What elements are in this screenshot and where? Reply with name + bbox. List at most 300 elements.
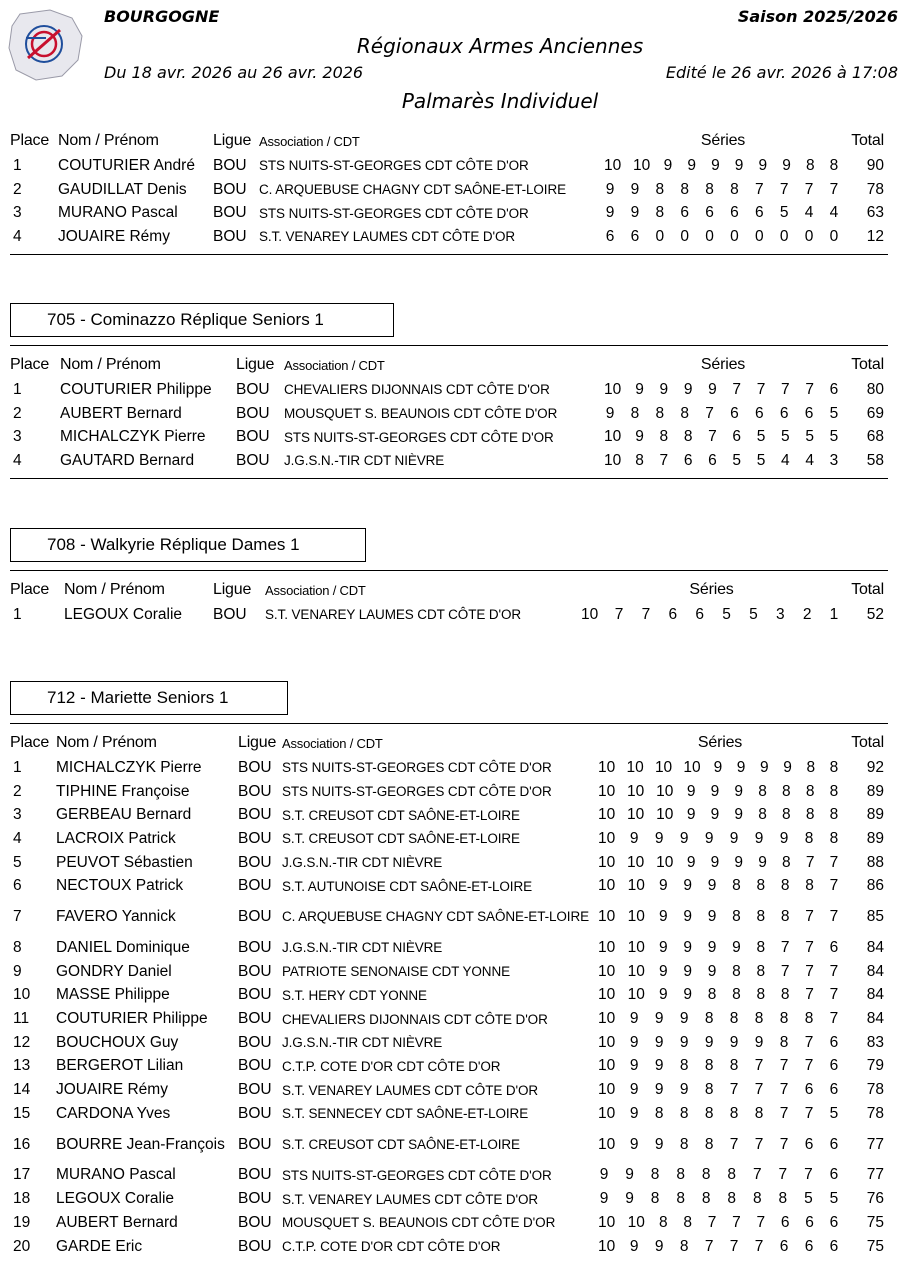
series-scores — [598, 783, 842, 801]
series-score: 8 — [804, 829, 814, 847]
series-score: 9 — [734, 853, 744, 871]
total-cell: 80 — [866, 380, 884, 398]
series-score: 6 — [829, 1057, 839, 1075]
series-score: 8 — [754, 1010, 764, 1028]
series-scores — [604, 181, 842, 199]
series-score: 5 — [749, 605, 758, 623]
series-score: 10 — [632, 156, 651, 174]
series-score: 9 — [658, 877, 668, 895]
series-score: 8 — [630, 404, 640, 422]
series-scores — [604, 405, 842, 423]
series-score: 9 — [683, 938, 692, 956]
place-cell: 17 — [13, 1166, 31, 1184]
section-divider — [10, 570, 888, 571]
total-cell: 78 — [866, 1081, 884, 1099]
series-scores — [598, 939, 842, 957]
place-cell: 2 — [13, 404, 22, 422]
series-score: 9 — [686, 806, 696, 824]
series-score: 10 — [598, 1033, 616, 1051]
name-cell: MICHALCZYK Pierre — [56, 758, 202, 776]
series-score: 7 — [729, 1237, 739, 1255]
assoc-cell: PATRIOTE SENONAISE CDT YONNE — [282, 964, 510, 980]
total-cell: 89 — [866, 782, 884, 800]
series-scores — [598, 1057, 842, 1075]
name-cell: GAUTARD Bernard — [60, 451, 195, 469]
total-cell: 90 — [866, 156, 884, 174]
assoc-cell: J.G.S.N.-TIR CDT NIÈVRE — [282, 940, 443, 956]
table-row — [10, 936, 888, 960]
series-score: 10 — [627, 782, 645, 800]
total-cell: 84 — [866, 1010, 884, 1028]
series-scores — [598, 759, 842, 777]
results-table-1 — [10, 352, 888, 473]
series-score: 8 — [778, 1190, 788, 1208]
series-score: 9 — [782, 156, 791, 174]
place-cell: 8 — [13, 938, 22, 956]
series-score: 9 — [683, 877, 692, 895]
series-score: 9 — [629, 1081, 639, 1099]
series-score: 6 — [804, 1237, 814, 1255]
series-score: 10 — [598, 806, 616, 824]
ligue-cell: BOU — [238, 962, 272, 980]
series-cell — [598, 898, 842, 936]
col-ligue: Ligue — [238, 734, 277, 751]
series-score: 8 — [707, 986, 717, 1004]
series-scores — [598, 963, 842, 981]
series-score: 6 — [779, 1237, 789, 1255]
series-score: 7 — [804, 1033, 814, 1051]
table-row — [10, 603, 888, 627]
series-score: 9 — [629, 1057, 639, 1075]
total-cell: 88 — [866, 853, 884, 871]
series-score: 9 — [754, 829, 764, 847]
series-score: 5 — [779, 204, 789, 222]
series-score: 8 — [779, 1033, 789, 1051]
series-score: 5 — [829, 428, 839, 446]
name-cell: TIPHINE Françoise — [56, 782, 190, 800]
series-score: 6 — [829, 1213, 839, 1231]
col-assoc: Association / CDT — [282, 735, 383, 751]
table-row — [10, 898, 888, 936]
col-assoc: Association / CDT — [259, 133, 360, 149]
series-score: 8 — [679, 1057, 689, 1075]
col-name: Nom / Prénom — [58, 132, 159, 149]
place-cell: 1 — [13, 605, 22, 623]
series-score: 7 — [829, 908, 839, 926]
series-score: 10 — [656, 782, 674, 800]
series-score: 8 — [729, 1010, 739, 1028]
place-cell: 5 — [13, 853, 22, 871]
series-scores — [598, 1136, 842, 1154]
series-score: 5 — [722, 605, 731, 623]
series-scores — [604, 452, 842, 470]
total-cell: 79 — [866, 1057, 884, 1075]
series-score: 7 — [805, 938, 814, 956]
col-place: Place — [10, 132, 50, 149]
series-score: 8 — [654, 1104, 664, 1122]
total-cell: 68 — [866, 428, 884, 446]
series-score: 8 — [680, 180, 689, 198]
series-score: 6 — [829, 938, 839, 956]
ligue-cell: BOU — [238, 1166, 272, 1184]
series-score: 9 — [779, 829, 789, 847]
series-score: 9 — [625, 1166, 634, 1184]
series-score: 8 — [650, 1190, 660, 1208]
series-cell — [598, 1126, 842, 1164]
series-score: 8 — [676, 1166, 685, 1184]
ligue-cell: BOU — [238, 853, 272, 871]
series-score: 8 — [780, 908, 790, 926]
ligue-cell: BOU — [236, 451, 270, 469]
series-score: 9 — [654, 1010, 664, 1028]
series-score: 6 — [730, 404, 739, 422]
series-score: 10 — [598, 1104, 616, 1122]
series-score: 7 — [729, 1135, 739, 1153]
ligue-cell: BOU — [238, 1010, 272, 1028]
ligue-cell: BOU — [238, 1104, 272, 1122]
series-score: 8 — [780, 986, 790, 1004]
series-score: 10 — [598, 853, 616, 871]
place-cell: 16 — [13, 1135, 31, 1153]
name-cell: DANIEL Dominique — [56, 938, 190, 956]
series-score: 9 — [710, 782, 720, 800]
name-cell: MURANO Pascal — [56, 1166, 176, 1184]
series-score: 8 — [804, 1010, 814, 1028]
series-score: 9 — [630, 180, 640, 198]
place-cell: 19 — [13, 1213, 31, 1231]
results-table-0 — [10, 128, 888, 249]
series-score: 6 — [754, 404, 764, 422]
series-score: 3 — [775, 605, 785, 623]
series-cell — [598, 827, 842, 851]
series-score: 8 — [829, 758, 839, 776]
series-score: 6 — [804, 1081, 814, 1099]
place-cell: 9 — [13, 962, 22, 980]
series-score: 8 — [635, 451, 644, 469]
col-total: Total — [851, 581, 884, 598]
series-score: 0 — [730, 227, 739, 245]
series-score: 6 — [732, 428, 742, 446]
series-score: 10 — [627, 908, 645, 926]
table-row — [10, 780, 888, 804]
series-score: 9 — [711, 156, 720, 174]
series-score: 1 — [829, 605, 839, 623]
total-cell: 89 — [866, 829, 884, 847]
series-score: 9 — [707, 938, 717, 956]
series-score: 10 — [598, 1237, 616, 1255]
place-cell: 14 — [13, 1081, 31, 1099]
section-divider — [10, 478, 888, 479]
series-score: 8 — [650, 1166, 660, 1184]
series-score: 8 — [679, 1237, 689, 1255]
series-cell — [598, 1235, 842, 1259]
series-score: 9 — [658, 962, 668, 980]
assoc-cell: MOUSQUET S. BEAUNOIS CDT CÔTE D'OR — [282, 1215, 556, 1231]
series-score: 10 — [627, 877, 645, 895]
place-cell: 4 — [13, 829, 22, 847]
table-row — [10, 402, 888, 426]
series-cell — [598, 1102, 842, 1126]
series-score: 8 — [727, 1190, 737, 1208]
series-score: 7 — [779, 180, 789, 198]
total-cell: 77 — [866, 1166, 884, 1184]
series-score: 6 — [829, 1135, 839, 1153]
series-scores — [598, 908, 842, 926]
series-score: 9 — [679, 1010, 689, 1028]
edit-date: Edité le 26 avr. 2026 à 17:08 — [665, 63, 898, 82]
series-score: 9 — [605, 404, 615, 422]
series-score: 7 — [729, 1081, 739, 1099]
series-score: 8 — [704, 1057, 714, 1075]
ligue-cell: BOU — [213, 204, 247, 222]
series-score: 7 — [804, 1057, 814, 1075]
series-score: 9 — [654, 1237, 664, 1255]
series-score: 8 — [754, 1104, 764, 1122]
series-score: 0 — [705, 227, 714, 245]
place-cell: 7 — [13, 908, 22, 926]
series-score: 7 — [829, 1010, 839, 1028]
series-score: 9 — [654, 1135, 664, 1153]
ligue-cell: BOU — [213, 227, 247, 245]
table-row — [10, 1102, 888, 1126]
series-score: 6 — [680, 204, 689, 222]
series-score: 9 — [710, 806, 720, 824]
ligue-cell: BOU — [213, 180, 247, 198]
assoc-cell: S.T. VENAREY LAUMES CDT CÔTE D'OR — [265, 607, 522, 623]
series-score: 5 — [829, 1104, 839, 1122]
name-cell: BOURRE Jean-François — [56, 1135, 225, 1153]
series-score: 4 — [829, 204, 839, 222]
series-score: 9 — [783, 758, 792, 776]
series-score: 0 — [829, 227, 839, 245]
series-score: 7 — [805, 986, 814, 1004]
series-score: 7 — [704, 1237, 714, 1255]
series-score: 10 — [598, 782, 616, 800]
name-cell: BERGEROT Lilian — [56, 1057, 184, 1075]
series-score: 9 — [687, 156, 696, 174]
col-name: Nom / Prénom — [60, 356, 161, 373]
series-score: 6 — [668, 605, 678, 623]
name-cell: JOUAIRE Rémy — [56, 1081, 168, 1099]
series-score: 7 — [708, 428, 717, 446]
name-cell: GAUDILLAT Denis — [58, 180, 187, 198]
total-cell: 86 — [866, 877, 884, 895]
series-score: 10 — [598, 829, 616, 847]
ligue-cell: BOU — [236, 428, 270, 446]
series-cell — [604, 178, 842, 202]
ligue-cell: BOU — [213, 156, 247, 174]
total-cell: 83 — [866, 1033, 884, 1051]
series-scores — [604, 157, 842, 175]
series-score: 8 — [805, 782, 815, 800]
series-score: 7 — [754, 1081, 764, 1099]
series-scores — [581, 606, 842, 624]
series-score: 8 — [658, 1213, 668, 1231]
name-cell: COUTURIER Philippe — [60, 380, 212, 398]
place-cell: 1 — [13, 758, 22, 776]
date-range: Du 18 avr. 2026 au 26 avr. 2026 — [104, 63, 364, 82]
col-assoc: Association / CDT — [284, 357, 385, 373]
assoc-cell: C.T.P. COTE D'OR CDT CÔTE D'OR — [282, 1239, 501, 1255]
place-cell: 2 — [13, 782, 22, 800]
ligue-cell: BOU — [238, 1190, 272, 1208]
assoc-cell: S.T. CREUSOT CDT SAÔNE-ET-LOIRE — [282, 1136, 520, 1152]
ligue-cell: BOU — [213, 605, 247, 623]
series-score: 2 — [802, 605, 812, 623]
series-score: 0 — [754, 227, 764, 245]
table-header — [10, 730, 888, 756]
name-cell: FAVERO Yannick — [56, 908, 176, 926]
col-series: Séries — [700, 356, 746, 373]
series-cell — [598, 1055, 842, 1079]
series-score: 9 — [654, 1057, 664, 1075]
series-scores — [598, 1190, 842, 1208]
name-cell: AUBERT Bernard — [60, 404, 182, 422]
name-cell: CARDONA Yves — [56, 1104, 171, 1122]
series-score: 9 — [732, 938, 741, 956]
series-score: 8 — [779, 1010, 789, 1028]
series-score: 7 — [804, 1104, 814, 1122]
series-score: 7 — [732, 380, 742, 398]
series-score: 9 — [679, 829, 689, 847]
series-score: 0 — [804, 227, 814, 245]
table-row — [10, 1187, 888, 1211]
series-score: 8 — [704, 1135, 714, 1153]
section-divider — [10, 723, 888, 724]
place-cell: 15 — [13, 1104, 31, 1122]
series-score: 6 — [829, 1166, 839, 1184]
series-scores — [604, 204, 842, 222]
place-cell: 18 — [13, 1190, 31, 1208]
assoc-cell: J.G.S.N.-TIR CDT NIÈVRE — [282, 1035, 443, 1051]
table-row — [10, 756, 888, 780]
series-cell — [604, 154, 842, 178]
total-cell: 84 — [866, 986, 884, 1004]
series-score: 7 — [780, 962, 790, 980]
assoc-cell: S.T. VENAREY LAUMES CDT CÔTE D'OR — [259, 229, 516, 245]
assoc-cell: CHEVALIERS DIJONNAIS CDT CÔTE D'OR — [284, 382, 550, 398]
series-score: 9 — [754, 1033, 764, 1051]
place-cell: 13 — [13, 1057, 31, 1075]
assoc-cell: J.G.S.N.-TIR CDT NIÈVRE — [284, 453, 445, 469]
series-score: 9 — [704, 829, 714, 847]
name-cell: MASSE Philippe — [56, 986, 170, 1004]
series-scores — [604, 428, 842, 446]
season-label: Saison 2025/2026 — [737, 7, 898, 26]
series-score: 7 — [614, 605, 624, 623]
name-cell: GARDE Eric — [56, 1237, 143, 1255]
name-cell: PEUVOT Sébastien — [56, 853, 193, 871]
page-title: Régionaux Armes Anciennes — [356, 34, 644, 58]
name-cell: JOUAIRE Rémy — [58, 227, 170, 245]
table-row — [10, 378, 888, 402]
assoc-cell: MOUSQUET S. BEAUNOIS CDT CÔTE D'OR — [284, 406, 558, 422]
series-score: 9 — [658, 938, 668, 956]
name-cell: BOUCHOUX Guy — [56, 1033, 179, 1051]
section-title: 712 - Mariette Seniors 1 — [10, 681, 288, 715]
series-score: 9 — [708, 380, 717, 398]
col-ligue: Ligue — [213, 581, 252, 598]
assoc-cell: STS NUITS-ST-GEORGES CDT CÔTE D'OR — [282, 784, 552, 800]
series-score: 8 — [732, 908, 741, 926]
series-score: 8 — [729, 1057, 739, 1075]
ligue-cell: BOU — [238, 1033, 272, 1051]
assoc-cell: S.T. CREUSOT CDT SAÔNE-ET-LOIRE — [282, 807, 520, 823]
series-score: 9 — [734, 806, 744, 824]
place-cell: 3 — [13, 806, 22, 824]
series-score: 9 — [654, 1033, 664, 1051]
series-score: 8 — [756, 986, 766, 1004]
assoc-cell: CHEVALIERS DIJONNAIS CDT CÔTE D'OR — [282, 1011, 548, 1027]
ligue-cell: BOU — [238, 1237, 272, 1255]
place-cell: 20 — [13, 1237, 31, 1255]
series-score: 9 — [758, 853, 767, 871]
ligue-cell: BOU — [238, 908, 272, 926]
series-score: 9 — [599, 1166, 609, 1184]
ligue-cell: BOU — [238, 1081, 272, 1099]
section-title: 708 - Walkyrie Réplique Dames 1 — [10, 528, 366, 562]
series-cell — [598, 874, 842, 898]
place-cell: 4 — [13, 451, 22, 469]
total-cell: 75 — [866, 1213, 884, 1231]
series-score: 8 — [758, 782, 767, 800]
series-cell — [598, 1164, 842, 1188]
series-cell — [598, 1078, 842, 1102]
series-score: 8 — [758, 806, 767, 824]
total-cell: 78 — [866, 1104, 884, 1122]
series-scores — [604, 381, 842, 399]
place-cell: 3 — [13, 428, 22, 446]
name-cell: MICHALCZYK Pierre — [60, 428, 206, 446]
series-score: 8 — [679, 1104, 689, 1122]
assoc-cell: STS NUITS-ST-GEORGES CDT CÔTE D'OR — [282, 1167, 552, 1183]
series-score: 8 — [782, 853, 791, 871]
assoc-cell: J.G.S.N.-TIR CDT NIÈVRE — [282, 855, 443, 871]
series-scores — [598, 1081, 842, 1099]
series-score: 8 — [655, 404, 665, 422]
col-series: Séries — [700, 132, 746, 149]
series-score: 7 — [779, 1104, 789, 1122]
series-score: 8 — [805, 156, 815, 174]
series-scores — [598, 1105, 842, 1123]
series-scores — [604, 228, 842, 246]
series-score: 8 — [756, 908, 766, 926]
assoc-cell: S.T. VENAREY LAUMES CDT CÔTE D'OR — [282, 1191, 539, 1207]
results-table-2 — [10, 577, 888, 627]
place-cell: 1 — [13, 156, 22, 174]
name-cell: LACROIX Patrick — [56, 829, 176, 847]
series-scores — [598, 986, 842, 1004]
series-score: 6 — [780, 1213, 790, 1231]
table-row — [10, 425, 888, 449]
series-cell — [598, 1211, 842, 1235]
ligue-cell: BOU — [236, 404, 270, 422]
series-score: 10 — [598, 1135, 616, 1153]
series-cell — [604, 225, 842, 249]
series-score: 8 — [732, 877, 741, 895]
series-score: 9 — [729, 1033, 739, 1051]
series-score: 6 — [829, 1033, 839, 1051]
series-score: 5 — [756, 451, 766, 469]
series-score: 7 — [779, 1081, 789, 1099]
series-score: 10 — [598, 1057, 616, 1075]
series-score: 9 — [658, 908, 668, 926]
series-score: 6 — [605, 227, 615, 245]
series-score: 7 — [829, 962, 839, 980]
series-score: 10 — [598, 908, 616, 926]
series-scores — [598, 1166, 842, 1184]
series-score: 7 — [641, 605, 651, 623]
